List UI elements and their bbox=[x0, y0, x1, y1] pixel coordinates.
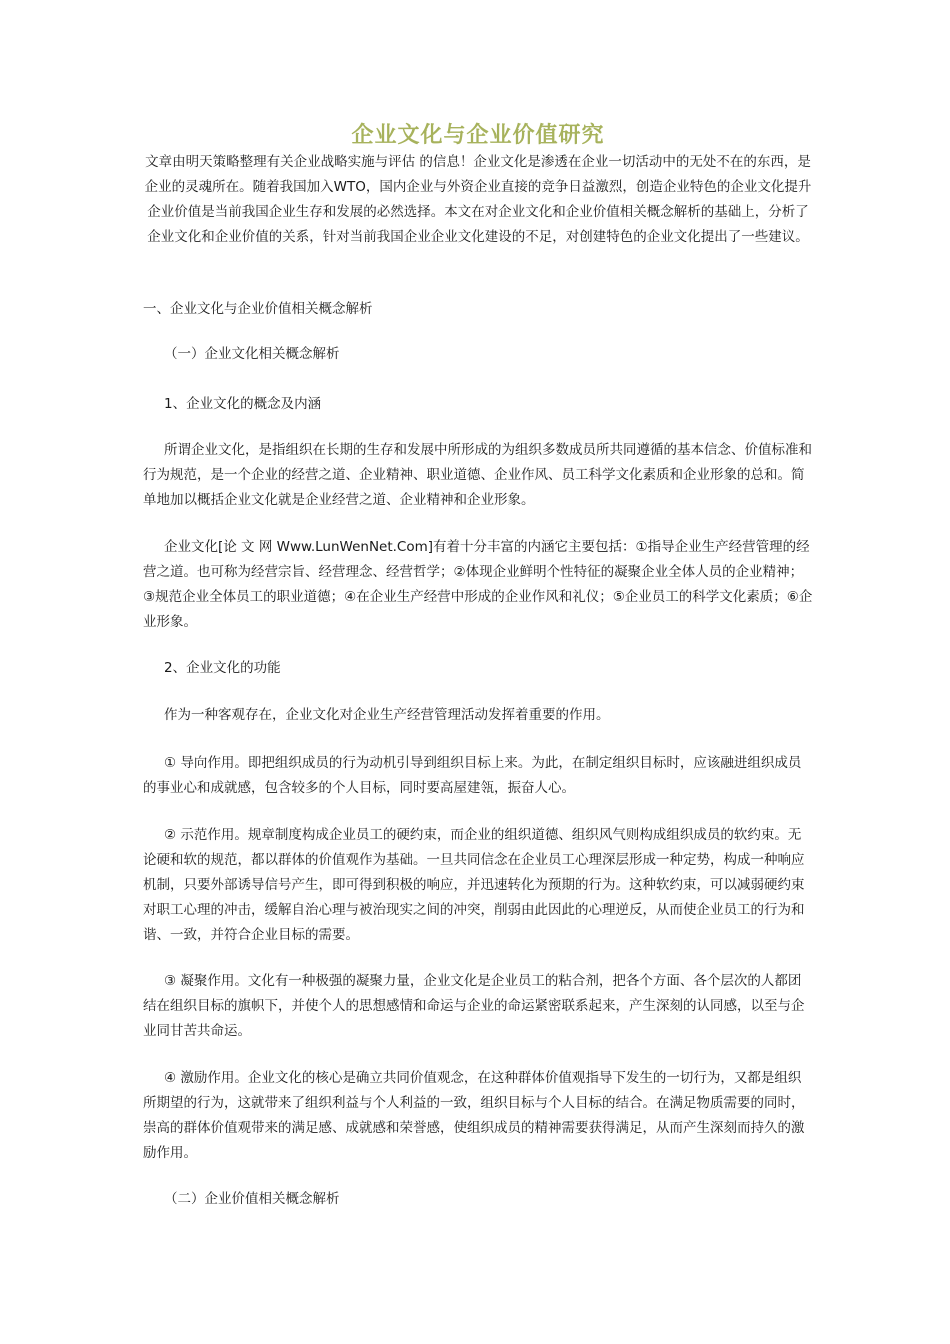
body-paragraph: ④ 激励作用。企业文化的核心是确立共同价值观念，在这种群体价值观指导下发生的一切行为，又都是组织所期望的行为，这就带来了组织利益与个人利益的一致，组织目标与个人目标的结合。在满足物质需要的同时，崇高的群体价值观带来的满足感、成就感和荣誉感，使组织成员的精神需要获得满足，从而产生深刻而持久的激励作用。 bbox=[143, 1070, 805, 1161]
body-paragraph: ③ 凝聚作用。文化有一种极强的凝聚力量，企业文化是企业员工的粘合剂，把各个方面、各个层次的人都团结在组织目标的旗帜下，并使个人的思想感情和命运与企业的命运紧密联系起来，产生深刻的认同感，以至与企业同甘苦共命运。 bbox=[143, 973, 805, 1039]
item-heading: 2、企业文化的功能 bbox=[164, 660, 281, 676]
subsection-heading: （二）企业价值相关概念解析 bbox=[164, 1191, 340, 1207]
section-heading: 一、企业文化与企业价值相关概念解析 bbox=[143, 301, 373, 317]
body-paragraph: ② 示范作用。规章制度构成企业员工的硬约束，而企业的组织道德、组织风气则构成组织成员的软约束。无论硬和软的规范，都以群体的价值观作为基础。一旦共同信念在企业员工心理深层形成一种定势，构成一种响应机制，只要外部诱导信号产生，即可得到积极的响应，并迅速转化为预期的行为。这种软约束，可以减弱硬约束对职工心理的冲击，缓解自治心理与被治现实之间的冲突，削弱由此因此的心理逆反，从而使企业员工的行为和谐、一致，并符合企业目标的需要。 bbox=[143, 827, 805, 943]
body-paragraph: 所谓企业文化，是指组织在长期的生存和发展中所形成的为组织多数成员所共同遵循的基本信念、价值标准和行为规范，是一个企业的经营之道、企业精神、职业道德、企业作风、员工科学文化素质和企业形象的总和。简单地加以概括企业文化就是企业经营之道、企业精神和企业形象。 bbox=[143, 442, 812, 508]
document-title: 企业文化与企业价值研究 bbox=[351, 122, 605, 148]
body-paragraph: 作为一种客观存在，企业文化对企业生产经营管理活动发挥着重要的作用。 bbox=[164, 707, 610, 723]
body-paragraph: 企业文化[论 文 网 Www.LunWenNet.Com]有着十分丰富的内涵它主要包括：①指导企业生产经营管理的经营之道。也可称为经营宗旨、经营理念、经营哲学；②体现企业鲜明个性特征的凝聚企业全体人员的企业精神；③规范企业全体员工的职业道德；④在企业生产经营中形成的企业作风和礼仪；⑤企业员工的科学文化素质；⑥企业形象。 bbox=[143, 539, 813, 630]
item-heading: 1、企业文化的概念及内涵 bbox=[164, 396, 322, 412]
subsection-heading: （一）企业文化相关概念解析 bbox=[164, 346, 340, 362]
document-intro: 文章由明天策略整理有关企业战略实施与评估 的信息！企业文化是渗透在企业一切活动中的无处不在的东西，是企业的灵魂所在。随着我国加入WTO，国内企业与外资企业直接的竞争日益激烈，创造企业特色的企业文化提升企业价值是当前我国企业生存和发展的必然选择。本文在对企业文化和企业价值相关概念解析的基础上，分析了企业文化和企业价值的关系，针对当前我国企业企业文化建设的不足，对创建特色的企业文化提出了一些建议。 bbox=[144, 154, 812, 245]
body-paragraph: ① 导向作用。即把组织成员的行为动机引导到组织目标上来。为此，在制定组织目标时，应该融进组织成员的事业心和成就感，包含较多的个人目标，同时要高屋建瓴，振奋人心。 bbox=[143, 755, 802, 796]
